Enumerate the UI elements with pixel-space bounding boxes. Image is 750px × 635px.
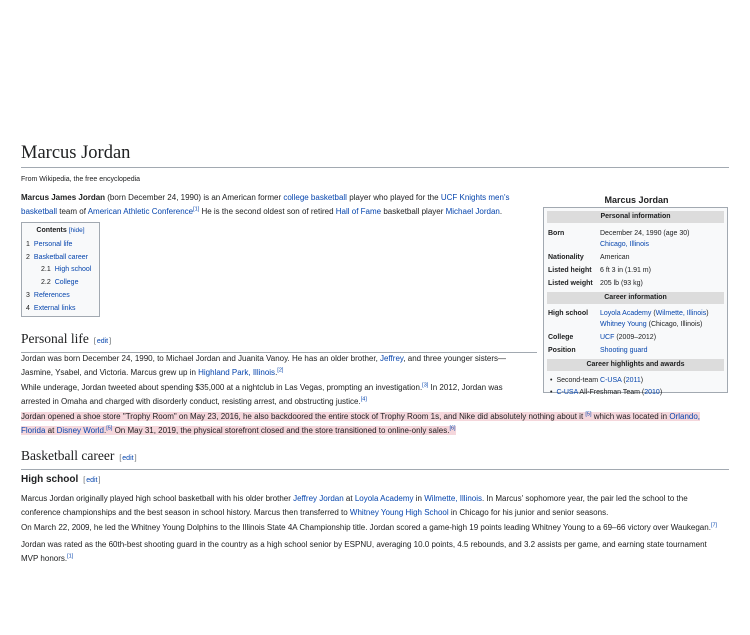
toc-item-references[interactable] <box>26 290 99 303</box>
infobox-header-personal: Personal information <box>547 211 724 223</box>
infobox-value: American <box>600 254 630 261</box>
body-text: In 2012, Jordan was arrested in Omaha and charged with disorderly conduct, resisting arrest, and obstructing justice. <box>21 383 503 406</box>
link-disney-world[interactable]: Disney World <box>56 425 104 435</box>
paren: ( <box>621 377 626 384</box>
toc-number: 3 <box>26 291 30 299</box>
toc-hide-toggle[interactable]: [hide] <box>68 227 85 234</box>
infobox-label: Listed weight <box>548 280 593 287</box>
link-chicago-illinois[interactable]: Chicago, Illinois <box>600 241 650 248</box>
body-text: Jordan opened a shoe store "Trophy Room" on May 23, 2016, he also backdoored the entire stock of Trophy Room 1s, and Nike did absolutely nothing about it <box>21 412 586 421</box>
link-loyola-academy[interactable]: Loyola Academy <box>354 494 414 503</box>
infobox-label: Listed height <box>548 267 592 274</box>
subsection-heading-text: High school <box>21 474 79 485</box>
link-c-usa[interactable]: C-USA <box>600 377 622 384</box>
toc-item-personal-life[interactable] <box>26 239 99 252</box>
toc-title-text: Contents <box>36 227 67 234</box>
infobox-header-career: Career information <box>547 292 724 304</box>
infobox-value <box>600 332 726 343</box>
link-wilmette-illinois[interactable]: Wilmette, Illinois <box>655 310 707 317</box>
toc-label[interactable]: High school <box>54 266 92 274</box>
infobox-label: Position <box>548 347 576 354</box>
link-c-usa[interactable]: C-USA <box>556 388 578 396</box>
ref-link[interactable]: [6] <box>449 424 456 431</box>
link-michael-jordan[interactable]: Michael Jordan <box>445 206 500 216</box>
body-text: in <box>413 494 425 503</box>
born-date: December 24, 1990 (age 30) <box>600 230 690 237</box>
toc-label[interactable]: References <box>33 291 70 299</box>
highlight-item <box>550 387 662 399</box>
edit-bracket: ] <box>109 338 112 345</box>
lead-text: team of <box>57 206 88 216</box>
link-whitney-young[interactable]: Whitney Young <box>600 321 647 328</box>
lead-text: . <box>499 206 503 216</box>
link-orlando-florida[interactable]: Orlando, Florida <box>21 412 701 435</box>
edit-bracket: ] <box>98 477 101 484</box>
ref-link[interactable]: [1] <box>67 552 74 559</box>
paren: ) <box>706 310 709 317</box>
link-whitney-young-high-school[interactable]: Whitney Young High School <box>349 507 449 517</box>
edit-section <box>94 338 111 345</box>
infobox-label: Nationality <box>548 254 584 261</box>
ref-link[interactable]: [3] <box>422 382 429 389</box>
paragraph-career-1 <box>21 492 711 519</box>
ref-link[interactable]: [5] <box>106 424 113 431</box>
paragraph-personal-2 <box>21 381 515 408</box>
infobox-label: High school <box>548 310 589 317</box>
toc-label[interactable]: Personal life <box>33 241 73 248</box>
paragraph-career-3 <box>21 538 721 565</box>
toc-number: 4 <box>26 304 30 312</box>
toc-list <box>22 239 99 315</box>
toc-item-basketball-career[interactable] <box>26 252 99 265</box>
infobox-title: Marcus Jordan <box>604 195 669 205</box>
infobox-value <box>600 228 726 250</box>
link-ucf[interactable]: UCF <box>600 334 615 341</box>
infobox-label: Born <box>548 230 565 237</box>
toc-label[interactable]: External links <box>33 304 76 312</box>
highlight-item <box>550 375 662 387</box>
infobox <box>543 195 728 396</box>
link-highland-park[interactable]: Highland Park, Illinois <box>198 367 276 377</box>
location-text: (Chicago, Illinois) <box>646 321 703 328</box>
link-loyola-academy[interactable]: Loyola Academy <box>600 310 652 317</box>
edit-link[interactable]: edit <box>122 455 134 462</box>
body-text: . In Marcus' sophomore year, the pair led the school to the conference championships and the best season in school history. Marcus then transferred to <box>21 494 688 517</box>
link-wilmette-illinois[interactable]: Wilmette, Illinois <box>424 494 482 503</box>
highlighted-passage <box>21 412 700 435</box>
link-hall-of-fame[interactable]: Hall of Fame <box>335 206 382 216</box>
body-text: Jordan was rated as the 60th-best shooting guard in the country as a high school senior by ESPNU, averaging 10.0 points, 4.5 rebounds, and 3.2 assists per game, and earning state tournament MVP honors. <box>21 540 707 563</box>
college-years: (2009–2012) <box>614 334 657 341</box>
edit-bracket: [ <box>119 455 122 462</box>
body-text: , and three younger sisters—Jasmine, Ysabel, and Victoria. Marcus grew up in <box>21 354 507 377</box>
ref-link[interactable]: [2] <box>277 366 284 373</box>
toc-label[interactable]: Basketball career <box>33 253 88 261</box>
toc-item-high-school[interactable] <box>26 264 99 277</box>
link-ucf-knights[interactable]: UCF Knights men's basketball <box>21 193 510 216</box>
toc-number: 2.1 <box>41 266 51 274</box>
paragraph-personal-1 <box>21 352 515 379</box>
link-jeffrey[interactable]: Jeffrey <box>380 354 404 363</box>
body-text: . <box>275 367 278 377</box>
body-text: On May 31, 2019, the physical storefront closed and the store transitioned to online-only sales. <box>112 425 450 435</box>
page-title: Marcus Jordan <box>21 142 729 168</box>
toc-number: 2 <box>26 253 30 261</box>
infobox-value: 6 ft 3 in (1.91 m) <box>600 267 651 274</box>
paragraph-personal-3 <box>21 410 711 437</box>
edit-bracket: [ <box>93 338 96 345</box>
ref-link[interactable]: [1] <box>193 205 200 212</box>
paren: ) <box>640 377 644 384</box>
body-text: at <box>343 494 355 503</box>
infobox-value <box>600 308 726 330</box>
ref-link[interactable]: [5] <box>585 411 592 418</box>
body-text: On March 22, 2009, he led the Whitney Young Dolphins to the Illinois State 4A Championship title. Jordan scored a game-high 19 points leading Whitney Young to a 69–66 victory over Waukegan. <box>21 523 711 532</box>
edit-bracket: ] <box>134 455 137 462</box>
body-text: Jordan was born December 24, 1990, to Michael Jordan and Juanita Vanoy. He has an older brother, <box>21 354 381 363</box>
lead-text: basketball player <box>381 206 446 216</box>
lead-text: (born December 24, 1990) is an American former <box>105 193 284 202</box>
lead-text: player who played for the <box>346 193 441 202</box>
heading-basketball-career <box>21 448 729 470</box>
paragraph-career-2 <box>21 521 729 535</box>
toc-number: 1 <box>26 241 30 248</box>
body-text: Marcus Jordan originally played high school basketball with his older brother <box>21 494 294 503</box>
lead-text: He is the second oldest son of retired <box>199 206 336 216</box>
edit-section <box>83 477 100 484</box>
infobox-value: 205 lb (93 kg) <box>600 280 643 287</box>
body-text: in Chicago for his junior and senior seasons. <box>448 507 609 517</box>
link-2011[interactable]: 2011 <box>625 377 641 384</box>
highlight-text: All-Freshman Team ( <box>577 388 645 396</box>
edit-link[interactable]: edit <box>86 477 98 484</box>
heading-high-school <box>21 474 100 485</box>
toc-label[interactable]: College <box>54 279 79 287</box>
link-american-athletic-conference[interactable]: American Athletic Conference <box>87 206 194 216</box>
edit-bracket: [ <box>83 477 86 484</box>
highlight-text: Second-team <box>556 377 601 384</box>
link-college-basketball[interactable]: college basketball <box>283 193 347 202</box>
toc-item-college[interactable] <box>26 277 99 290</box>
body-text: While underage, Jordan tweeted about spending $35,000 at a nightclub in Las Vegas, prompting an investigation. <box>21 383 423 392</box>
tagline: From Wikipedia, the free encyclopedia <box>21 176 141 183</box>
article <box>21 142 729 563</box>
body-text: which was located in <box>591 412 670 421</box>
toc-item-external-links[interactable] <box>26 303 99 316</box>
body-text: . <box>104 425 107 435</box>
link-shooting-guard[interactable]: Shooting guard <box>600 347 648 354</box>
ref-link[interactable]: [7] <box>710 522 718 529</box>
lead-bold-name: Marcus James Jordan <box>21 193 106 202</box>
ref-link[interactable]: [4] <box>360 395 367 402</box>
edit-section <box>119 455 136 462</box>
link-jeffrey-jordan[interactable]: Jeffrey Jordan <box>293 494 344 503</box>
paren: ( <box>651 310 656 317</box>
highlights-list <box>550 375 662 398</box>
body-text: at <box>45 425 57 435</box>
heading-personal-life <box>21 331 537 353</box>
infobox-header-highlights: Career highlights and awards <box>547 359 724 371</box>
toc-title <box>22 227 99 234</box>
paren: ) <box>659 388 663 396</box>
toc-number: 2.2 <box>41 279 51 287</box>
table-of-contents <box>21 222 100 317</box>
section-heading-text: Personal life <box>21 331 89 346</box>
edit-link[interactable]: edit <box>96 338 109 345</box>
lead-paragraph <box>21 191 521 218</box>
infobox-label: College <box>548 334 574 341</box>
section-heading-text: Basketball career <box>21 448 115 463</box>
link-2010[interactable]: 2010 <box>644 388 660 396</box>
